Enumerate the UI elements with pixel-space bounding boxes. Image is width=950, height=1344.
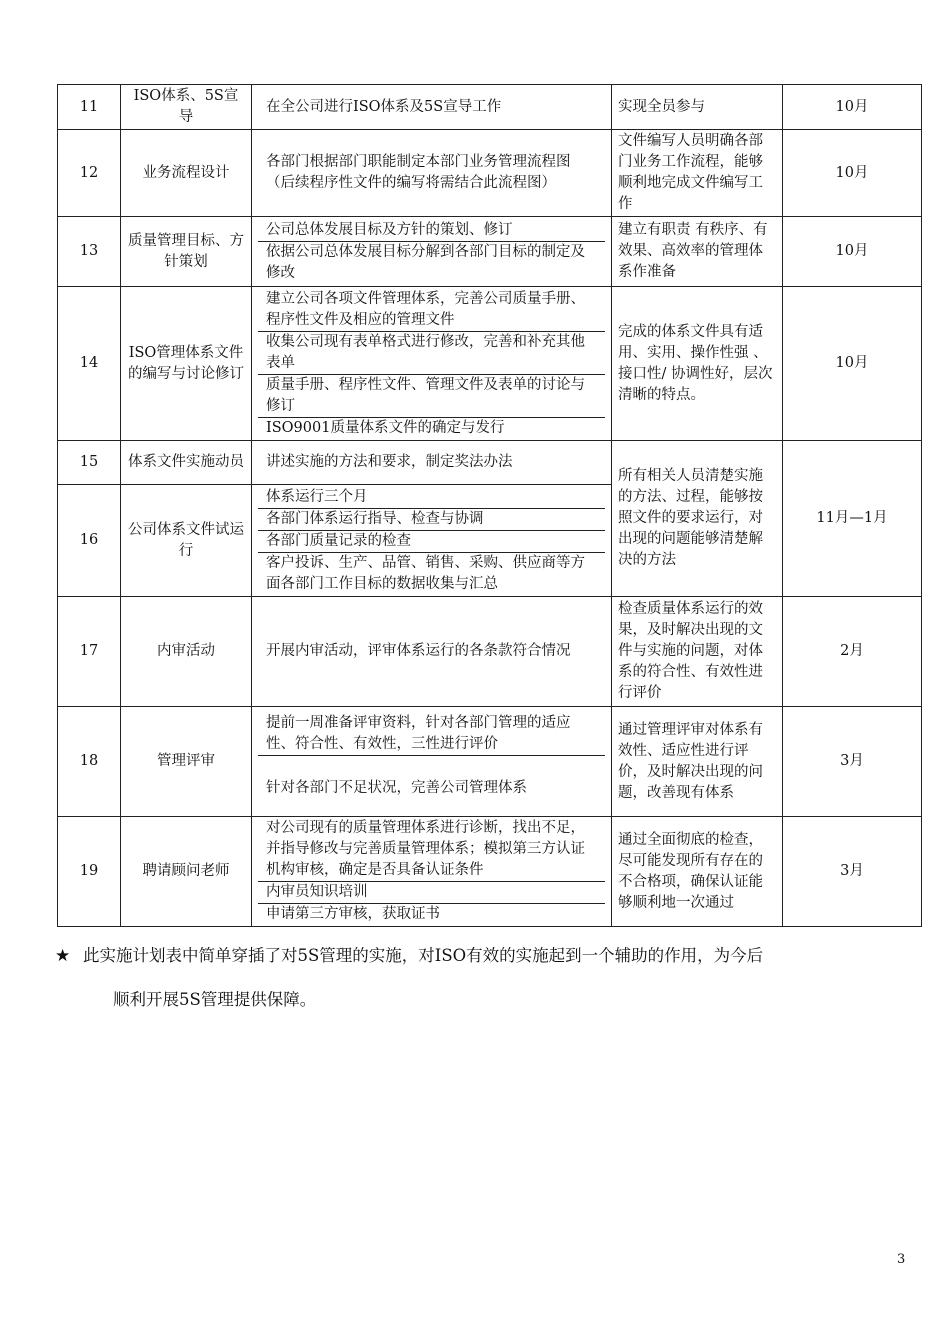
stage-name: 内审活动 [121,597,252,707]
task-item: 开展内审活动，评审体系运行的各条款符合情况 [266,643,571,659]
task-item: 讲述实施的方法和要求，制定奖法办法 [266,454,513,470]
footnote-line-2: 顺利开展5S管理提供保障。 [113,990,317,1009]
table-row [58,287,922,441]
task-item: 依据公司总体发展目标分解到各部门目标的制定及修改 [258,241,605,284]
task-item: 针对各部门不足状况，完善公司管理体系 [258,755,605,811]
stage-name: ISO体系、5S宣导 [121,85,252,130]
row-number: 11 [58,85,121,130]
stage-name: 业务流程设计 [121,130,252,217]
target-text: 建立有职责 有秩序、有效果、高效率的管理体系作准备 [612,217,783,287]
target-text: 通过全面彻底的检查，尽可能发现所有存在的不合格项，确保认证能够顺利地一次通过 [612,817,783,927]
target-text: 实现全员参与 [612,85,783,130]
time-text: 3月 [783,707,922,817]
time-text: 11月—1月 [783,441,922,597]
task-cell [252,130,612,217]
row-number: 16 [58,485,121,597]
stage-name: 体系文件实施动员 [121,441,252,485]
target-text: 通过管理评审对体系有效性、适应性进行评价，及时解决出现的问题，改善现有体系 [612,707,783,817]
task-cell [252,441,612,485]
target-text: 完成的体系文件具有适用、实用、操作性强 、接口性/ 协调性好，层次清晰的特点。 [612,287,783,441]
task-item: 内审员知识培训 [258,881,605,903]
table-row [58,707,922,817]
stage-name: ISO管理体系文件的编写与讨论修订 [121,287,252,441]
row-number: 13 [58,217,121,287]
table-row [58,217,922,287]
task-item: 各部门根据部门职能制定本部门业务管理流程图（后续程序性文件的编写将需结合此流程图） [266,154,571,191]
stage-name: 公司体系文件试运行 [121,485,252,597]
time-text: 3月 [783,817,922,927]
task-item: 建立公司各项文件管理体系，完善公司质量手册、程序性文件及相应的管理文件 [266,290,585,328]
implementation-plan-table [57,84,922,927]
row-number: 17 [58,597,121,707]
task-item: 各部门体系运行指导、检查与协调 [258,508,605,530]
task-item: 在全公司进行ISO体系及5S宣导工作 [266,98,502,115]
task-item: 提前一周准备评审资料，针对各部门管理的适应性、符合性、有效性，三性进行评价 [266,714,571,752]
table-row [58,597,922,707]
task-cell [252,597,612,707]
time-text: 10月 [783,85,922,130]
row-number: 14 [58,287,121,441]
time-text: 10月 [783,217,922,287]
stage-name: 聘请顾问老师 [121,817,252,927]
task-item: 申请第三方审核，获取证书 [258,903,605,925]
row-number: 15 [58,441,121,485]
page-number: 3 [897,1252,906,1267]
row-number: 18 [58,707,121,817]
row-number: 12 [58,130,121,217]
target-text: 检查质量体系运行的效果，及时解决出现的文件与实施的问题，对体系的符合性、有效性进行评价 [612,597,783,707]
time-text: 10月 [783,287,922,441]
task-item: 各部门质量记录的检查 [258,530,605,552]
task-item: 对公司现有的质量管理体系进行诊断，找出不足，并指导修改与完善质量管理体系；模拟第三方认证机构审核，确定是否具备认证条件 [266,820,585,878]
task-cell [252,287,612,441]
task-item: 质量手册、程序性文件、管理文件及表单的讨论与修订 [258,374,605,417]
table-row [58,85,922,130]
target-text: 文件编写人员明确各部门业务工作流程，能够顺利地完成文件编写工作 [612,130,783,217]
table-row [58,130,922,217]
target-text: 所有相关人员清楚实施的方法、过程，能够按照文件的要求运行，对出现的问题能够清楚解决的方法 [612,441,783,597]
stage-name: 管理评审 [121,707,252,817]
table-row [58,817,922,927]
task-cell [252,217,612,287]
task-item: 体系运行三个月 [266,488,368,505]
task-item: 公司总体发展目标及方针的策划、修订 [266,221,513,238]
task-item: ISO9001质量体系文件的确定与发行 [258,417,605,439]
task-cell [252,485,612,597]
task-item: 客户投诉、生产、品管、销售、采购、供应商等方面各部门工作目标的数据收集与汇总 [258,552,605,595]
time-text: 10月 [783,130,922,217]
task-cell [252,707,612,817]
star-icon: ★ [55,946,71,966]
task-cell [252,85,612,130]
table-row [58,441,922,485]
row-number: 19 [58,817,121,927]
task-item: 收集公司现有表单格式进行修改，完善和补充其他表单 [258,331,605,374]
time-text: 2月 [783,597,922,707]
task-cell [252,817,612,927]
footnote-line-1: 此实施计划表中简单穿插了对5S管理的实施，对ISO有效的实施起到一个辅助的作用，为今后 [83,946,764,965]
stage-name: 质量管理目标、方针策划 [121,217,252,287]
